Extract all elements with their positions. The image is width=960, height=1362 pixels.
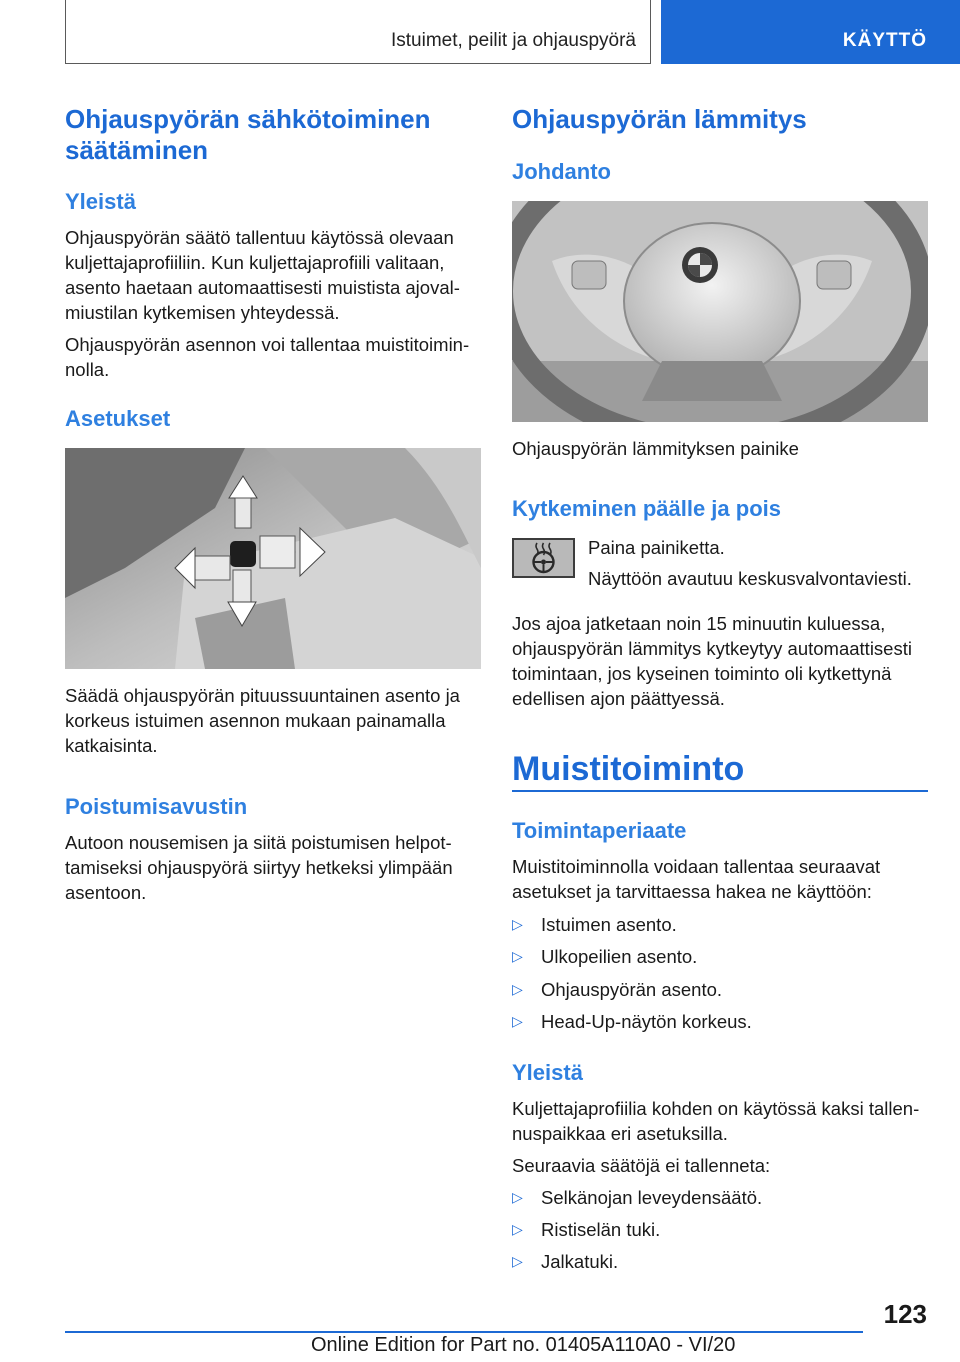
header-chapter-tab — [661, 0, 960, 64]
principle-paragraph — [512, 854, 880, 904]
not-saved-paragraph: Seuraavia säätöjä ei tallenneta: — [512, 1155, 771, 1176]
triangle-right-icon: ▷ — [512, 1221, 523, 1237]
text-line: asento haetaan automaattisesti muistista ajoval‐ — [65, 277, 460, 298]
switch-step-2: Näyttöön avautuu keskusvalvontaviesti. — [588, 568, 912, 589]
text-line: edellisen ajon päättyessä. — [512, 688, 725, 709]
list-item-text: Ristiselän tuki. — [541, 1219, 661, 1240]
triangle-right-icon: ▷ — [512, 1189, 523, 1205]
heading-switch-on-off: Kytkeminen päälle ja pois — [512, 496, 781, 521]
heading-principle: Toimintaperiaate — [512, 818, 687, 843]
heated-steering-wheel-icon — [514, 540, 573, 576]
text-line: tamiseksi ohjauspyörä siirtyy hetkeksi ylimpään — [65, 857, 453, 878]
general-paragraph-1 — [65, 225, 460, 325]
header-section-frame — [65, 0, 651, 64]
steering-heating-button-icon — [512, 538, 575, 578]
text-line: Ohjauspyörän asennon voi tallentaa muistitoimin‐ — [65, 334, 470, 355]
triangle-right-icon: ▷ — [512, 981, 523, 997]
list-item-text: Jalkatuki. — [541, 1251, 619, 1272]
header-section-title: Istuimet, peilit ja ohjauspyörä — [390, 30, 636, 51]
heading-exit-assist: Poistumisavustin — [65, 794, 248, 819]
steering-wheel-photo — [512, 201, 928, 422]
exit-assist-paragraph — [65, 830, 453, 905]
heading-general-memory: Yleistä — [512, 1060, 583, 1085]
steering-column-switch-illustration — [65, 448, 481, 669]
section-title-line: Ohjauspyörän sähkötoiminen — [65, 104, 431, 134]
text-line: nolla. — [65, 359, 110, 380]
list-item-text: Selkänojan leveydensäätö. — [541, 1187, 763, 1208]
triangle-right-icon: ▷ — [512, 1253, 523, 1269]
general-memory-paragraph — [512, 1096, 919, 1146]
list-item-text: Head-Up-näytön korkeus. — [541, 1011, 752, 1032]
heading-intro: Johdanto — [512, 159, 611, 184]
section-title-steering-adjust — [65, 104, 431, 166]
text-line: toimintaan, jos kyseinen toiminto oli kytkettynä — [512, 663, 892, 684]
text-line: ohjauspyörän lämmitys kytkeytyy automaattisesti — [512, 638, 912, 659]
text-line: Muistitoiminnolla voidaan tallentaa seuraavat — [512, 856, 881, 877]
section-title-line: säätäminen — [65, 135, 209, 165]
general-paragraph-2 — [65, 332, 469, 382]
text-line: miustilan kytkemisen yhteydessä. — [65, 302, 340, 323]
text-line: korkeus istuimen asennon mukaan painamalla — [65, 710, 446, 731]
text-line: katkaisinta. — [65, 735, 158, 756]
switch-paragraph — [512, 611, 912, 711]
list-item-text: Istuimen asento. — [541, 914, 677, 935]
section-divider — [512, 790, 928, 792]
footer-edition-text: Online Edition for Part no. 01405A110A0 - VI/20 — [311, 1334, 736, 1356]
list-item-text: Ohjauspyörän asento. — [541, 979, 723, 1000]
triangle-right-icon: ▷ — [512, 948, 523, 964]
section-title-memory: Muistitoiminto — [512, 750, 745, 788]
text-line: Jos ajoa jatketaan noin 15 minuutin kuluessa, — [512, 613, 886, 634]
text-line: Ohjauspyörän säätö tallentuu käytössä olevaan — [65, 227, 454, 248]
header-chapter-label: KÄYTTÖ — [842, 30, 927, 51]
list-item-text: Ulkopeilien asento. — [541, 946, 698, 967]
triangle-right-icon: ▷ — [512, 1013, 523, 1029]
text-line: Säädä ohjauspyörän pituussuuntainen asento ja — [65, 685, 460, 706]
section-title-steering-heating: Ohjauspyörän lämmitys — [512, 104, 807, 134]
triangle-right-icon: ▷ — [512, 916, 523, 932]
steering-column-switch-photo — [65, 448, 481, 669]
steering-photo-caption: Ohjauspyörän lämmityksen painike — [512, 438, 799, 459]
settings-caption — [65, 683, 460, 758]
steering-wheel-illustration — [512, 201, 928, 422]
switch-step-1: Paina painiketta. — [588, 537, 725, 558]
text-line: asentoon. — [65, 882, 147, 903]
text-line: Kuljettajaprofiilia kohden on käytössä kaksi tallen‐ — [512, 1098, 920, 1119]
heading-general: Yleistä — [65, 189, 136, 214]
text-line: nuspaikkaa eri asetuksilla. — [512, 1123, 728, 1144]
text-line: Autoon nousemisen ja siitä poistumisen helpot‐ — [65, 832, 452, 853]
text-line: kuljettajaprofiiliin. Kun kuljettajaprofiili valitaan, — [65, 252, 445, 273]
text-line: asetukset ja tarvittaessa hakea ne käyttöön: — [512, 881, 872, 902]
heading-settings: Asetukset — [65, 406, 171, 431]
page-number: 123 — [883, 1299, 927, 1329]
footer-divider — [65, 1331, 863, 1333]
